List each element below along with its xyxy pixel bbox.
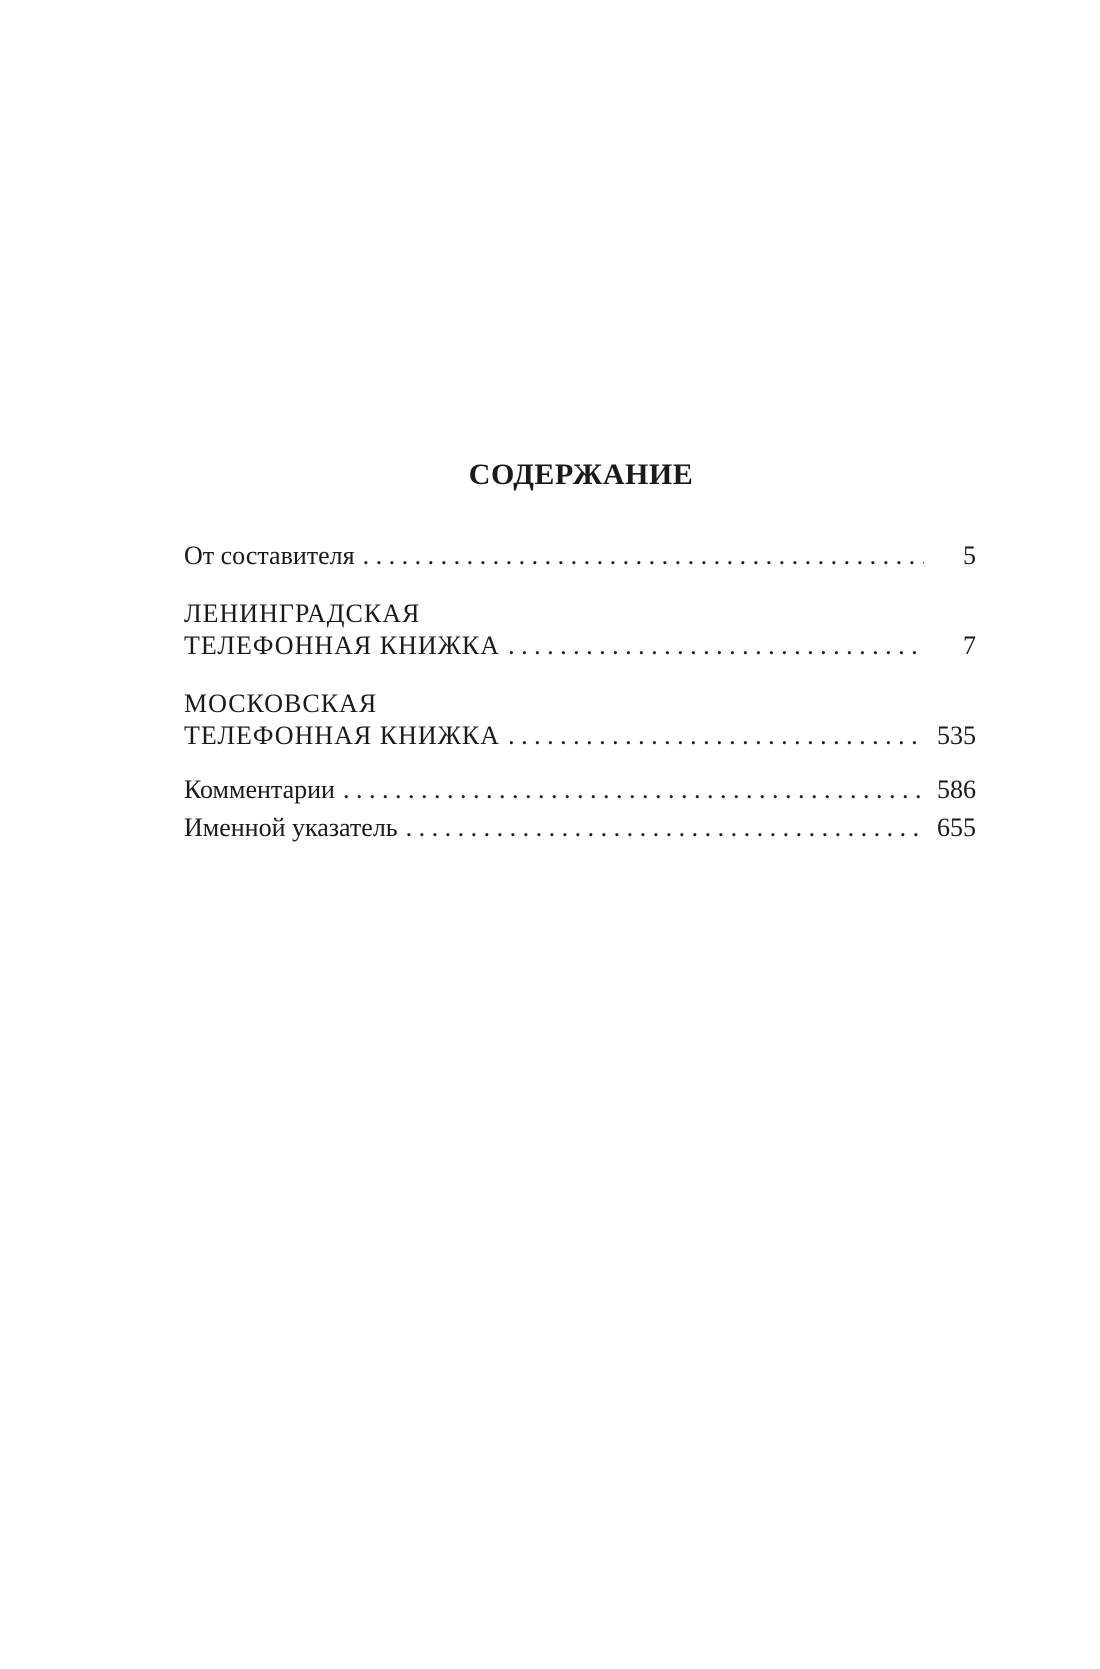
toc-page-number: 655 xyxy=(937,813,976,842)
dot-leader xyxy=(508,630,924,662)
toc-entry-label-line: МОСКОВСКАЯ xyxy=(184,689,378,718)
dot-leader xyxy=(363,540,924,572)
toc-entry-label: От составителя xyxy=(184,541,355,570)
toc-entry-label: ТЕЛЕФОННАЯ КНИЖКА xyxy=(184,631,501,660)
toc-page-number: 586 xyxy=(937,775,976,804)
toc-entry-name-index[interactable] xyxy=(184,812,976,844)
table-of-contents xyxy=(184,540,976,844)
toc-entry-label-line: ЛЕНИНГРАДСКАЯ xyxy=(184,599,421,628)
toc-entry-moscow-phonebook[interactable] xyxy=(184,688,976,752)
toc-page-number: 535 xyxy=(937,721,976,750)
toc-entry-label: ТЕЛЕФОННАЯ КНИЖКА xyxy=(184,721,501,750)
toc-entry-label: Комментарии xyxy=(184,775,335,804)
toc-page-number: 5 xyxy=(963,541,976,570)
toc-entry-leningrad-phonebook[interactable] xyxy=(184,598,976,662)
dot-leader xyxy=(343,774,924,806)
toc-page-number: 7 xyxy=(963,631,976,660)
toc-entry-label: Именной указатель xyxy=(184,813,398,842)
toc-entry-from-compiler[interactable] xyxy=(184,540,976,572)
page-title: СОДЕРЖАНИЕ xyxy=(468,458,694,491)
dot-leader xyxy=(406,812,924,844)
toc-entry-comments[interactable] xyxy=(184,774,976,806)
dot-leader xyxy=(508,720,924,752)
